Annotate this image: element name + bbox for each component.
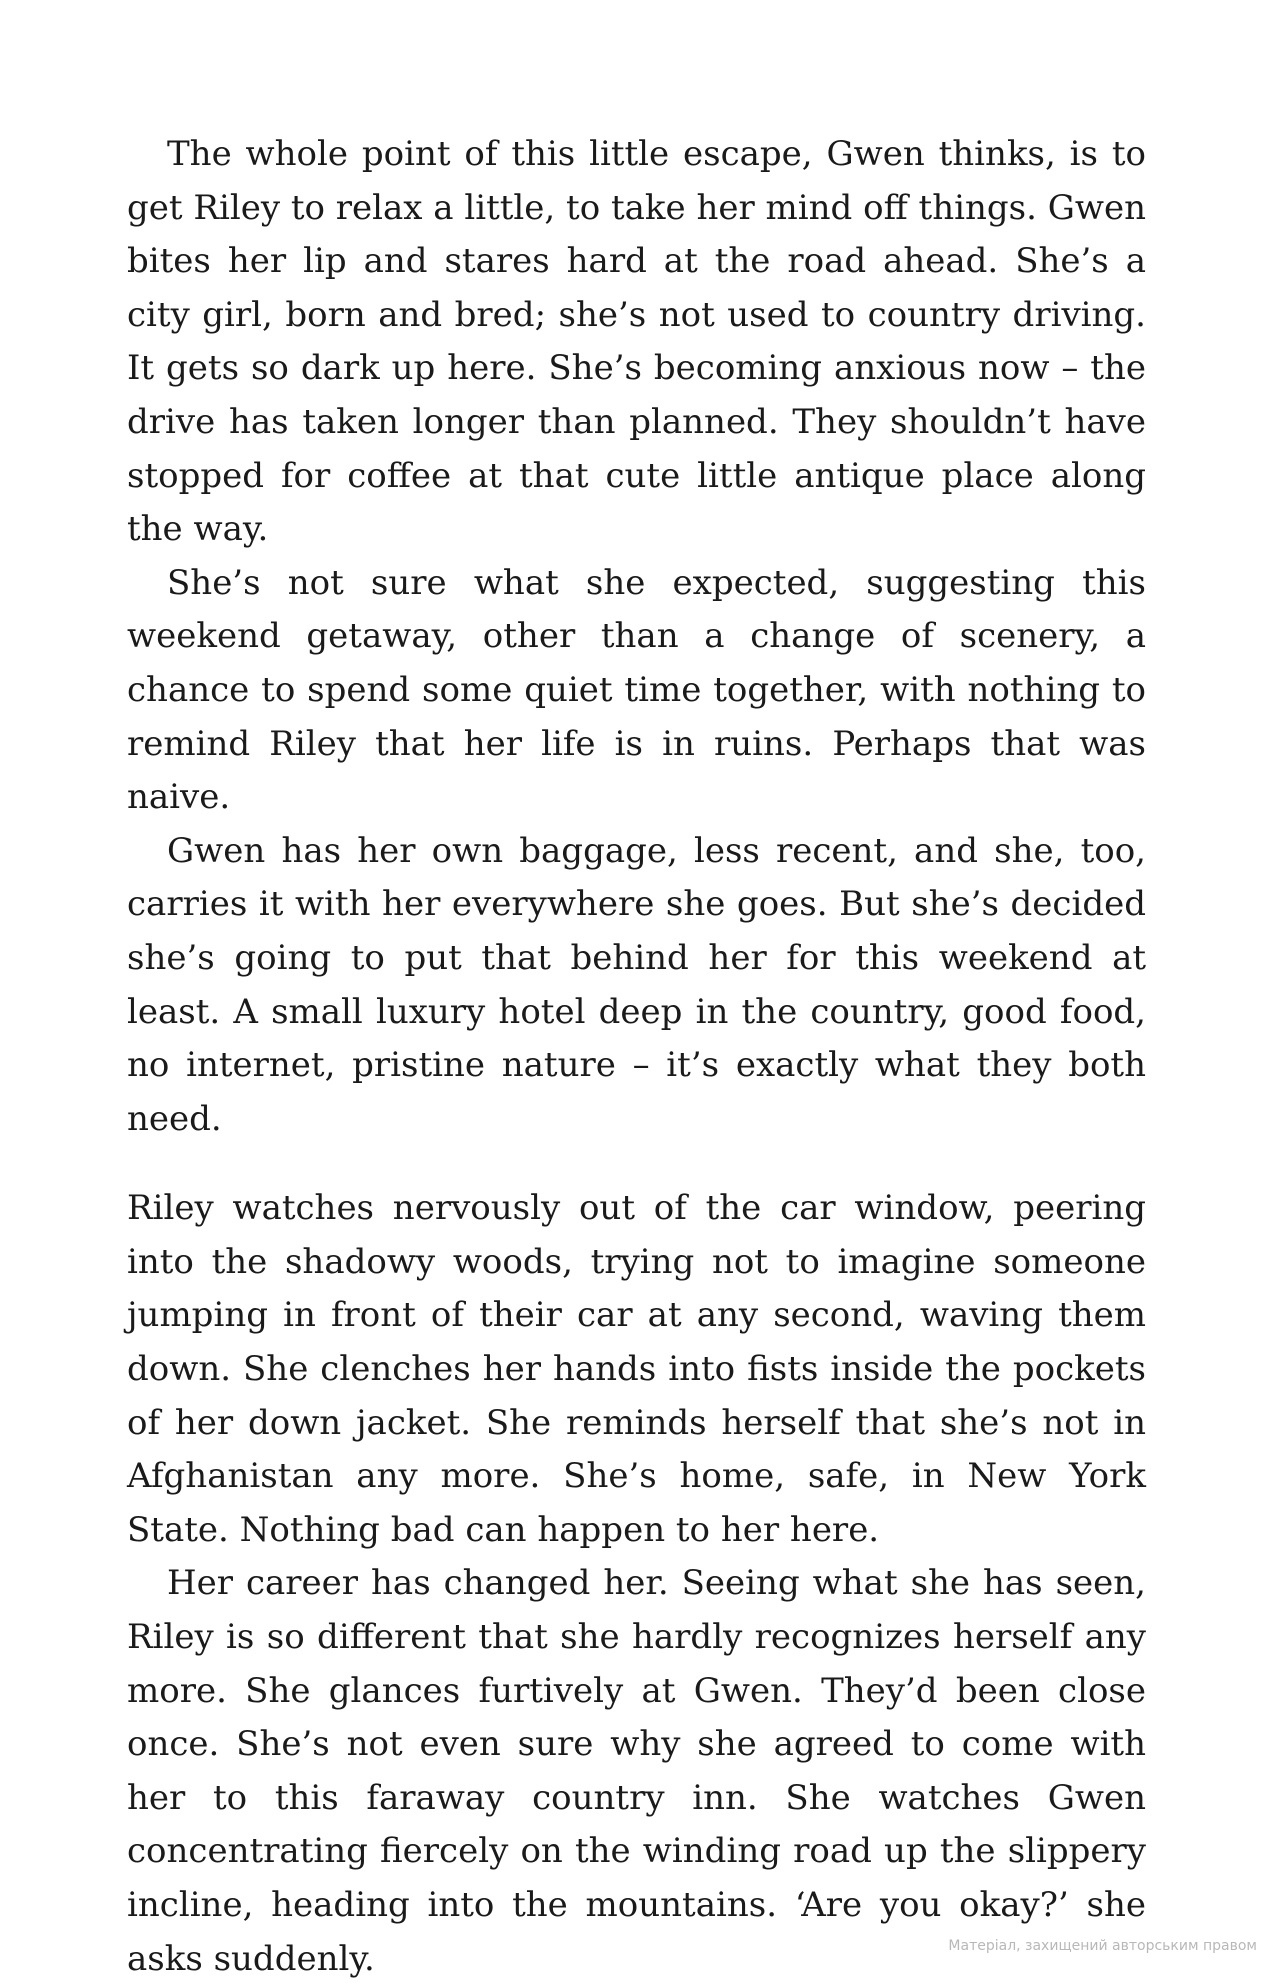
paragraph: Gwen has her own baggage, less recent, and she, too, carries it with her everywhere she goes. But she’s decided she’s going to put that behind her for this weekend at least. A small luxury hotel deep in the country, good food, no internet, pristine nature – it’s exactly what they both need. (127, 830, 1146, 1139)
page-body (127, 128, 1146, 1986)
paragraph: The whole point of this little escape, Gwen thinks, is to get Riley to relax a little, to take her mind off things. Gwen bites her lip and stares hard at the road ahead. She’s a city girl, born and bred; she’s not used to country driving. It gets so dark up here. She’s becoming anxious now – the drive has taken longer than planned. They shouldn’t have stopped for coffee at that cute little antique place along the way. (127, 134, 1146, 550)
paragraph: Riley watches nervously out of the car window, peering into the shadowy woods, trying not to imagine someone jumping in front of their car at any second, waving them down. She clenches her hands into fists inside the pockets of her down jacket. She reminds herself that she’s not in Afghanistan any more. She’s home, safe, in New York State. Nothing bad can happen to her here. (127, 1188, 1146, 1550)
paragraph: Her career has changed her. Seeing what she has seen, Riley is so different that she hardly recognizes herself any more. She glances furtively at Gwen. They’d been close once. She’s not even sure why she agreed to come with her to this faraway country inn. She watches Gwen concentrating fiercely on the winding road up the slippery incline, heading into the mountains. ‘Are you okay?’ she asks suddenly. (127, 1563, 1146, 1979)
copyright-watermark: Матеріал, захищений авторським правом (948, 1938, 1257, 1954)
section-break (127, 1146, 1146, 1182)
paragraph: She’s not sure what she expected, suggesting this weekend getaway, other than a change of scenery, a chance to spend some quiet time together, with nothing to remind Riley that her life is in ruins. Perhaps that was naive. (127, 562, 1146, 818)
